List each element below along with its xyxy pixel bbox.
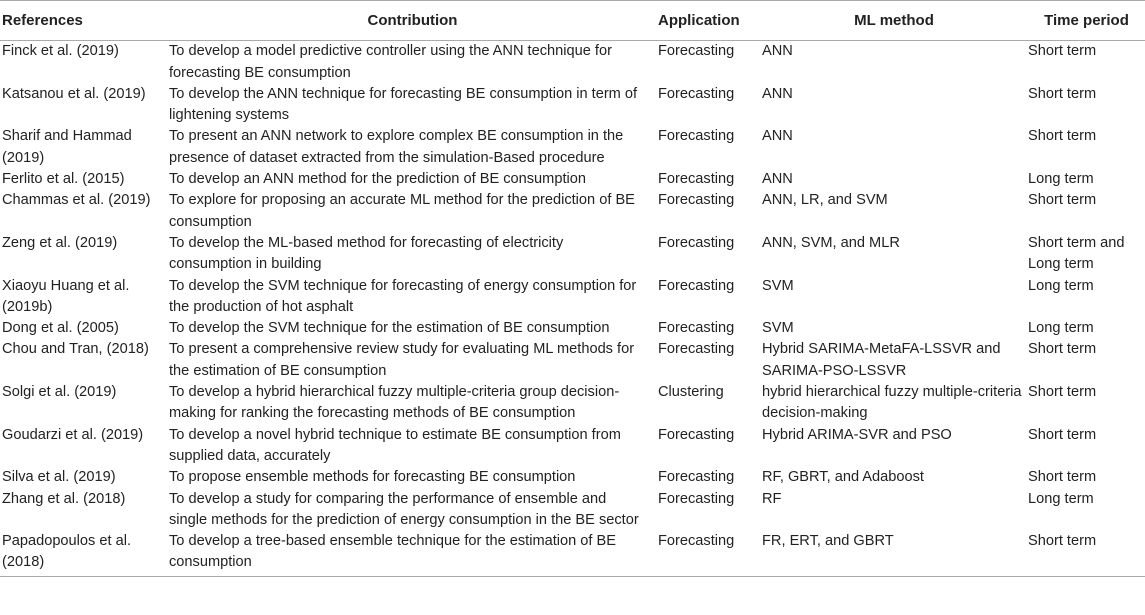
application-cell: Forecasting (658, 426, 735, 443)
ml-method-cell: ANN, LR, and SVM (762, 192, 888, 209)
time-period-cell: Long term (1028, 320, 1094, 337)
application-cell: Forecasting (658, 85, 735, 102)
application-cell: Forecasting (658, 43, 735, 60)
reference-cell: Chou and Tran, (2018) (2, 341, 149, 358)
ml-method-cell: ANN (762, 85, 793, 102)
contribution-cell: To present an ANN network to explore complex BE consumption in the presence of dataset extracted from the simulation-Based procedure (169, 128, 624, 166)
header-application: Application (656, 1, 760, 41)
reference-cell: Dong et al. (2005) (2, 320, 119, 337)
application-cell: Forecasting (658, 234, 735, 251)
table-row (0, 425, 1145, 468)
table-row (0, 382, 1145, 425)
time-period-cell: Short term (1028, 426, 1097, 443)
header-row (0, 1, 1145, 41)
header-references: References (0, 1, 167, 41)
reference-cell: Solgi et al. (2019) (2, 384, 117, 401)
reference-cell: Ferlito et al. (2015) (2, 171, 125, 188)
table-row (0, 489, 1145, 532)
contribution-cell: To develop the ML-based method for forecasting of electricity consumption in building (169, 234, 564, 273)
contribution-cell: To develop the SVM technique for forecasting of energy consumption for the production of hot asphalt (169, 277, 637, 315)
contribution-cell: To develop a novel hybrid technique to estimate BE consumption from supplied data, accurately (169, 426, 621, 464)
time-period-cell: Short term (1028, 341, 1097, 358)
ml-method-cell: hybrid hierarchical fuzzy multiple-criteria decision-making (762, 384, 1022, 422)
reference-cell: Zeng et al. (2019) (2, 234, 118, 251)
table-row (0, 318, 1145, 339)
reference-cell: Finck et al. (2019) (2, 43, 119, 60)
reference-cell: Xiaoyu Huang et al. (2019b) (2, 277, 130, 315)
ml-method-cell: RF (762, 490, 782, 507)
ml-method-cell: ANN, SVM, and MLR (762, 234, 900, 251)
time-period-cell: Short term (1028, 128, 1097, 145)
ml-method-cell: Hybrid SARIMA-MetaFA-LSSVR and SARIMA-PSO-LSSVR (762, 341, 1001, 379)
header-ml-method: ML method (760, 1, 1026, 41)
time-period-cell: Short term (1028, 192, 1097, 209)
application-cell: Forecasting (658, 341, 735, 358)
time-period-cell: Short term (1026, 531, 1145, 576)
ml-method-cell: SVM (762, 320, 794, 337)
table-row (0, 339, 1145, 382)
header-contribution: Contribution (167, 1, 656, 41)
table-row (0, 233, 1145, 276)
table-row (0, 467, 1145, 488)
application-cell: Clustering (658, 384, 724, 401)
ml-method-cell: SVM (762, 277, 794, 294)
reference-cell: Chammas et al. (2019) (2, 192, 151, 209)
header-time-period: Time period (1026, 1, 1145, 41)
reference-cell: Goudarzi et al. (2019) (2, 426, 144, 443)
contribution-cell: To develop a study for comparing the performance of ensemble and single methods for the prediction of energy consumption in the BE sector (169, 490, 639, 528)
application-cell: Forecasting (658, 192, 735, 209)
table-row (0, 169, 1145, 190)
time-period-cell: Long term (1028, 277, 1094, 294)
application-cell: Forecasting (658, 171, 735, 188)
application-cell: Forecasting (656, 531, 760, 576)
table-row (0, 531, 1145, 576)
time-period-cell: Short term (1028, 384, 1097, 401)
contribution-cell: To develop the ANN technique for forecasting BE consumption in term of lightening systems (169, 85, 638, 124)
reference-cell: Zhang et al. (2018) (2, 490, 126, 507)
time-period-cell: Short term (1028, 85, 1097, 102)
time-period-cell: Long term (1028, 171, 1094, 188)
table-row (0, 276, 1145, 319)
contribution-cell: To develop an ANN method for the prediction of BE consumption (169, 171, 586, 188)
table-row (0, 126, 1145, 169)
application-cell: Forecasting (658, 320, 735, 337)
ml-method-cell: RF, GBRT, and Adaboost (762, 469, 924, 486)
application-cell: Forecasting (658, 128, 735, 145)
contribution-cell: To develop a model predictive controller using the ANN technique for forecasting BE consumption (169, 43, 612, 81)
time-period-cell: Short term and Long term (1028, 234, 1125, 273)
contribution-cell: To develop a hybrid hierarchical fuzzy multiple-criteria group decision-making for ranking the forecasting methods of BE consumption (169, 384, 620, 422)
contribution-cell: To develop a tree-based ensemble technique for the estimation of BE consumption (167, 531, 656, 576)
table-row (0, 190, 1145, 233)
application-cell: Forecasting (658, 277, 735, 294)
table-row (0, 41, 1145, 84)
time-period-cell: Short term (1028, 43, 1097, 60)
contribution-cell: To present a comprehensive review study for evaluating ML methods for the estimation of BE consumption (169, 341, 635, 379)
reference-cell: Silva et al. (2019) (2, 469, 116, 486)
contribution-cell: To explore for proposing an accurate ML method for the prediction of BE consumption (169, 192, 635, 230)
application-cell: Forecasting (658, 469, 735, 486)
reference-cell: Papadopoulos et al. (2018) (0, 531, 167, 576)
time-period-cell: Short term (1028, 469, 1097, 486)
application-cell: Forecasting (658, 490, 735, 507)
ml-method-cell: ANN (762, 128, 793, 145)
ml-method-cell: ANN (762, 171, 793, 188)
reference-cell: Katsanou et al. (2019) (2, 85, 146, 102)
ml-method-cell: Hybrid ARIMA-SVR and PSO (762, 426, 952, 443)
ml-method-cell: ANN (762, 43, 793, 60)
ml-method-cell: FR, ERT, and GBRT (760, 531, 1026, 576)
table-row (0, 84, 1145, 127)
contribution-cell: To propose ensemble methods for forecasting BE consumption (169, 469, 576, 486)
time-period-cell: Long term (1028, 490, 1094, 507)
reference-cell: Sharif and Hammad (2019) (2, 128, 132, 166)
contribution-cell: To develop the SVM technique for the estimation of BE consumption (169, 320, 610, 337)
